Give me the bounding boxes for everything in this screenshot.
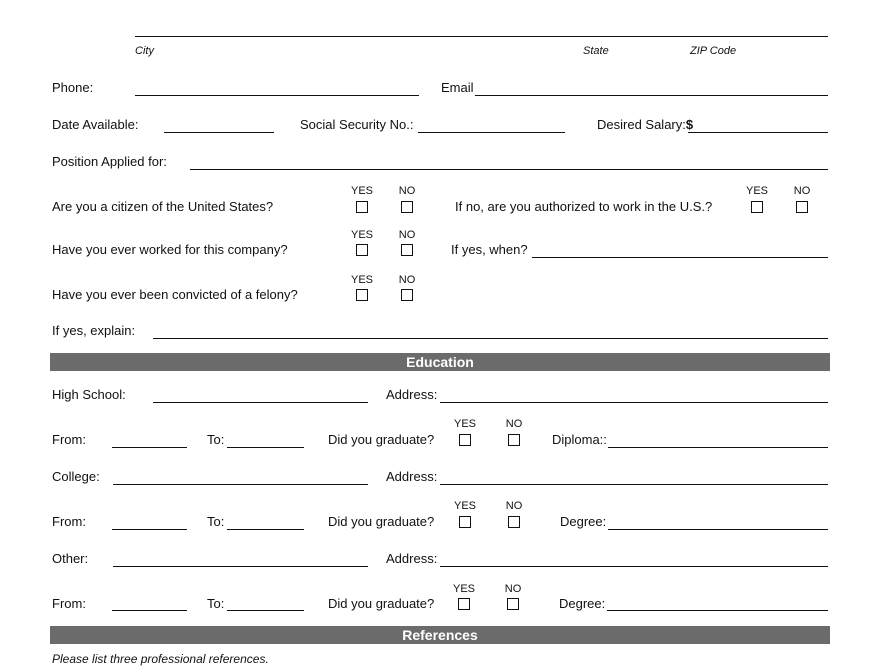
date-available-field[interactable] [164,132,274,133]
college-graduate-label: Did you graduate? [328,514,435,529]
worked-yes-checkbox[interactable] [356,244,368,256]
felony-no-checkbox[interactable] [401,289,413,301]
email-label: Email [441,80,474,95]
high-school-address-field[interactable] [440,402,828,403]
college-no-checkbox[interactable] [508,516,520,528]
hs-to-field[interactable] [227,447,304,448]
worked-question: Have you ever worked for this company? [52,242,288,257]
college-degree-field[interactable] [608,529,828,530]
hs-diploma-label: Diploma:: [552,432,607,447]
date-available-label: Date Available: [52,117,139,132]
citizen-yes-checkbox[interactable] [356,201,368,213]
authorized-yes-label: YES [745,185,768,197]
citizen-no-label: NO [398,185,416,197]
authorized-no-label: NO [793,185,811,197]
college-yes-checkbox[interactable] [459,516,471,528]
other-yes-checkbox[interactable] [458,598,470,610]
other-from-label: From: [52,596,86,611]
other-to-field[interactable] [227,610,304,611]
other-no-label: NO [504,583,522,595]
ssn-label: Social Security No.: [300,117,414,132]
address-line[interactable] [135,36,828,37]
hs-yes-checkbox[interactable] [459,434,471,446]
other-address-label: Address: [386,551,438,566]
education-header: Education [50,353,830,371]
hs-from-label: From: [52,432,86,447]
other-yes-label: YES [452,583,475,595]
other-field[interactable] [113,566,368,567]
felony-yes-label: YES [350,274,373,286]
high-school-label: High School: [52,387,126,402]
citizen-no-checkbox[interactable] [401,201,413,213]
city-label: City [135,45,154,57]
other-address-field[interactable] [440,566,828,567]
college-address-label: Address: [386,469,438,484]
felony-question: Have you ever been convicted of a felony? [52,287,298,302]
worked-when-field[interactable] [532,257,828,258]
worked-when-label: If yes, when? [451,242,528,257]
hs-graduate-label: Did you graduate? [328,432,435,447]
authorized-yes-checkbox[interactable] [751,201,763,213]
zip-label: ZIP Code [690,45,737,57]
hs-yes-label: YES [453,418,476,430]
college-degree-label: Degree: [560,514,607,529]
college-to-label: To: [207,514,225,529]
citizen-question: Are you a citizen of the United States? [52,199,274,214]
worked-no-checkbox[interactable] [401,244,413,256]
felony-no-label: NO [398,274,416,286]
other-degree-label: Degree: [559,596,606,611]
college-no-label: NO [505,500,523,512]
college-field[interactable] [113,484,368,485]
hs-no-label: NO [505,418,523,430]
hs-from-field[interactable] [112,447,187,448]
position-label: Position Applied for: [52,154,167,169]
explain-field[interactable] [153,338,828,339]
citizen-yes-label: YES [350,185,373,197]
other-graduate-label: Did you graduate? [328,596,435,611]
desired-salary-label: Desired Salary:$ [597,117,694,132]
other-no-checkbox[interactable] [507,598,519,610]
phone-label: Phone: [52,80,94,95]
desired-salary-field[interactable] [688,132,828,133]
authorized-no-checkbox[interactable] [796,201,808,213]
email-field[interactable] [475,95,828,96]
other-from-field[interactable] [112,610,187,611]
explain-label: If yes, explain: [52,323,136,338]
worked-no-label: NO [398,229,416,241]
college-to-field[interactable] [227,529,304,530]
hs-no-checkbox[interactable] [508,434,520,446]
hs-diploma-field[interactable] [608,447,828,448]
college-from-label: From: [52,514,86,529]
felony-yes-checkbox[interactable] [356,289,368,301]
state-label: State [583,45,609,57]
position-field[interactable] [190,169,828,170]
high-school-field[interactable] [153,402,368,403]
hs-to-label: To: [207,432,225,447]
authorized-question: If no, are you authorized to work in the U.S.? [455,199,713,214]
worked-yes-label: YES [350,229,373,241]
college-address-field[interactable] [440,484,828,485]
college-from-field[interactable] [112,529,187,530]
ssn-field[interactable] [418,132,565,133]
college-label: College: [52,469,100,484]
other-label: Other: [52,551,89,566]
other-degree-field[interactable] [607,610,828,611]
references-note: Please list three professional references. [52,652,269,666]
phone-field[interactable] [135,95,419,96]
references-header: References [50,626,830,644]
high-school-address-label: Address: [386,387,438,402]
college-yes-label: YES [453,500,476,512]
other-to-label: To: [207,596,225,611]
